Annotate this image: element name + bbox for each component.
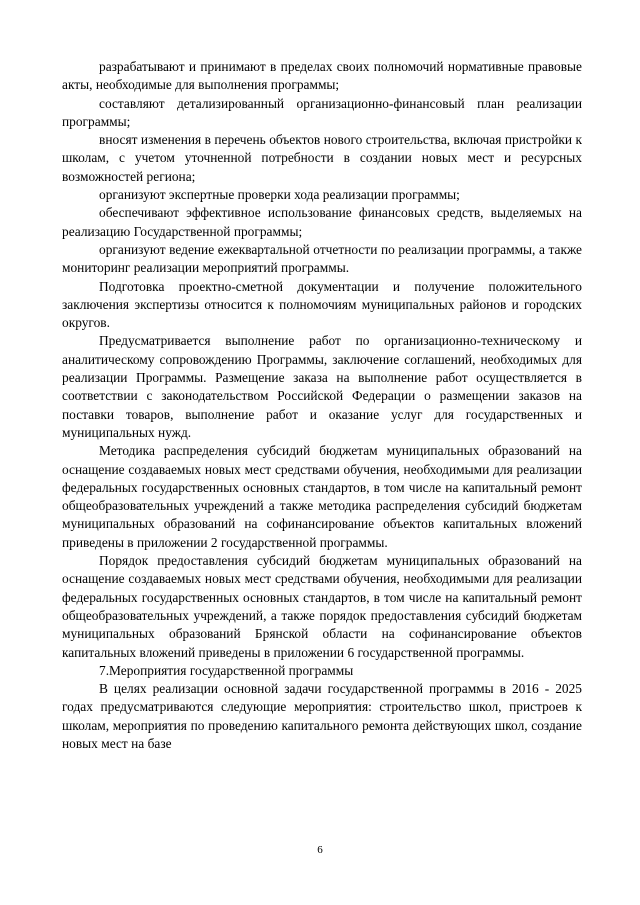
- page-body: [62, 58, 582, 753]
- paragraph-3: вносят изменения в перечень объектов нового строительства, включая пристройки к школам, с учетом уточненной потребности в создании новых мест и ресурсных возможностей региона;: [62, 132, 582, 184]
- paragraph-6: организуют ведение ежеквартальной отчетности по реализации программы, а также мониторинг реализации мероприятий программы.: [62, 241, 582, 276]
- paragraph-1: разрабатывают и принимают в пределах своих полномочий нормативные правовые акты, необходимые для выполнения программы;: [62, 59, 582, 93]
- paragraph-final: В целях реализации основной задачи государственной программы в 2016 - 2025 годах предусматриваются следующие мероприятия: строительство школ, пристроев к школам, мероприятия по проведению капитального ремонта действующих школ, создание новых мест на базе: [62, 681, 582, 751]
- section-heading: 7.Мероприятия государственной программы: [99, 662, 354, 678]
- paragraph-4: организуют экспертные проверки хода реализации программы;: [99, 187, 460, 203]
- paragraph-9: Методика распределения субсидий бюджетам муниципальных образований на оснащение создаваемых новых мест средствами обучения, необходимыми для реализации федеральных государственных основных стандартов, в том числе на капитальный ремонт общеобразовательных учреждений а также методика распределения субсидий бюджетам муниципальных образований на софинансирование объектов капитальных вложений приведены в приложении 2 государственной программы.: [62, 443, 582, 550]
- paragraph-5: обеспечивают эффективное использование финансовых средств, выделяемых на реализацию Государственной программы;: [62, 205, 582, 239]
- paragraph-8: Предусматривается выполнение работ по организационно-техническому и аналитическому сопровождению Программы, заключение соглашений, необходимых для реализации Программы. Размещение заказа на выполнение работ осуществляется в соответствии с законодательством Российской Федерации о размещении заказов на поставки товаров, выполнение работ и оказание услуг для государственных и муниципальных нужд.: [62, 333, 582, 440]
- paragraph-10: Порядок предоставления субсидий бюджетам муниципальных образований на оснащение создаваемых новых мест средствами обучения, необходимыми для реализации федеральных государственных основных стандартов, в том числе на капитальный ремонт общеобразовательных учреждений, а также порядок предоставления субсидий бюджетам муниципальных образований Брянской области на софинансирование объектов капитальных вложений приведены в приложении 6 государственной программы.: [62, 553, 582, 660]
- page-number: 6: [317, 844, 323, 856]
- paragraph-2: составляют детализированный организационно-финансовый план реализации программы;: [62, 95, 582, 129]
- paragraph-7: Подготовка проектно-сметной документации и получение положительного заключения экспертизы относится к полномочиям муниципальных районов и городских округов.: [62, 278, 582, 331]
